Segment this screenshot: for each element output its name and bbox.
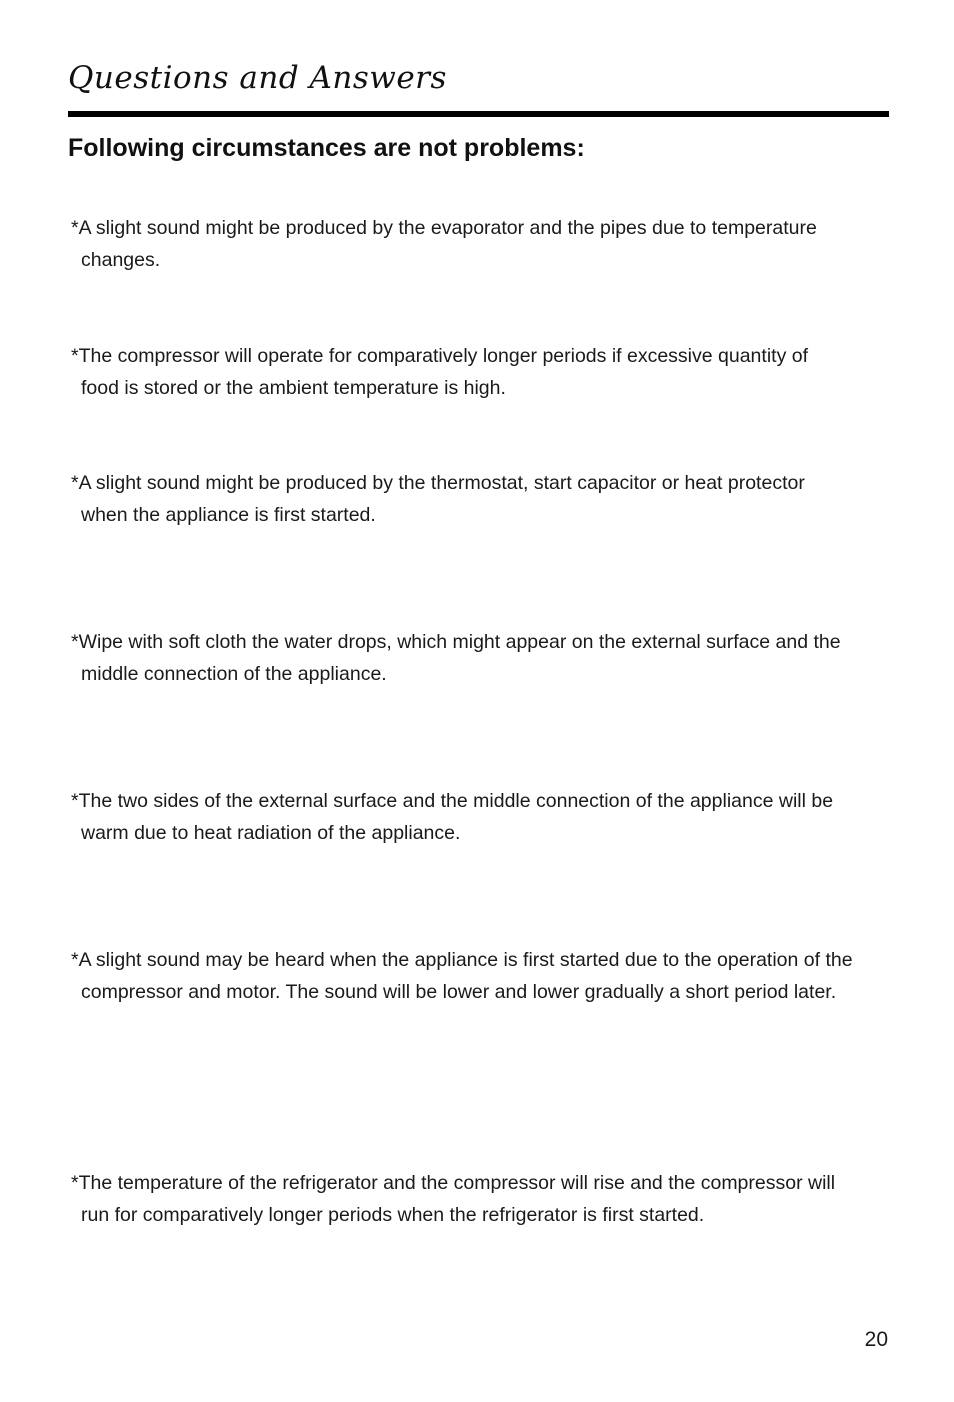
note-line-continued: changes. bbox=[81, 249, 161, 271]
title-divider bbox=[68, 111, 889, 117]
note-temperature-rise bbox=[71, 1167, 892, 1231]
note-thermostat-sound bbox=[71, 467, 892, 531]
note-line-continued: compressor and motor. The sound will be lower and lower gradually a short period later. bbox=[81, 981, 837, 1003]
note-water-drops bbox=[71, 626, 892, 690]
note-startup-sound bbox=[71, 944, 892, 1008]
note-line: *The temperature of the refrigerator and the compressor will rise and the compressor will bbox=[71, 1172, 836, 1194]
note-line-continued: warm due to heat radiation of the appliance. bbox=[81, 822, 461, 844]
note-line-continued: when the appliance is first started. bbox=[81, 504, 376, 526]
page-number: 20 bbox=[864, 1328, 888, 1351]
note-line-continued: run for comparatively longer periods when the refrigerator is first started. bbox=[81, 1204, 705, 1226]
note-line: *Wipe with soft cloth the water drops, which might appear on the external surface and the bbox=[71, 631, 841, 653]
note-line-continued: middle connection of the appliance. bbox=[81, 663, 387, 685]
note-line: *The two sides of the external surface and the middle connection of the appliance will be bbox=[71, 790, 834, 812]
note-line: *A slight sound might be produced by the evaporator and the pipes due to temperature bbox=[71, 217, 817, 239]
note-evaporator-sound bbox=[71, 212, 892, 276]
note-line: *A slight sound may be heard when the appliance is first started due to the operation of the bbox=[71, 949, 853, 971]
note-line: *The compressor will operate for comparatively longer periods if excessive quantity of bbox=[71, 345, 809, 367]
note-compressor-periods bbox=[71, 340, 892, 404]
page-title: Questions and Answers bbox=[68, 60, 447, 96]
note-line-continued: food is stored or the ambient temperature is high. bbox=[81, 377, 506, 399]
note-warm-sides bbox=[71, 785, 892, 849]
note-line: *A slight sound might be produced by the thermostat, start capacitor or heat protector bbox=[71, 472, 805, 494]
section-heading: Following circumstances are not problems: bbox=[68, 134, 585, 162]
